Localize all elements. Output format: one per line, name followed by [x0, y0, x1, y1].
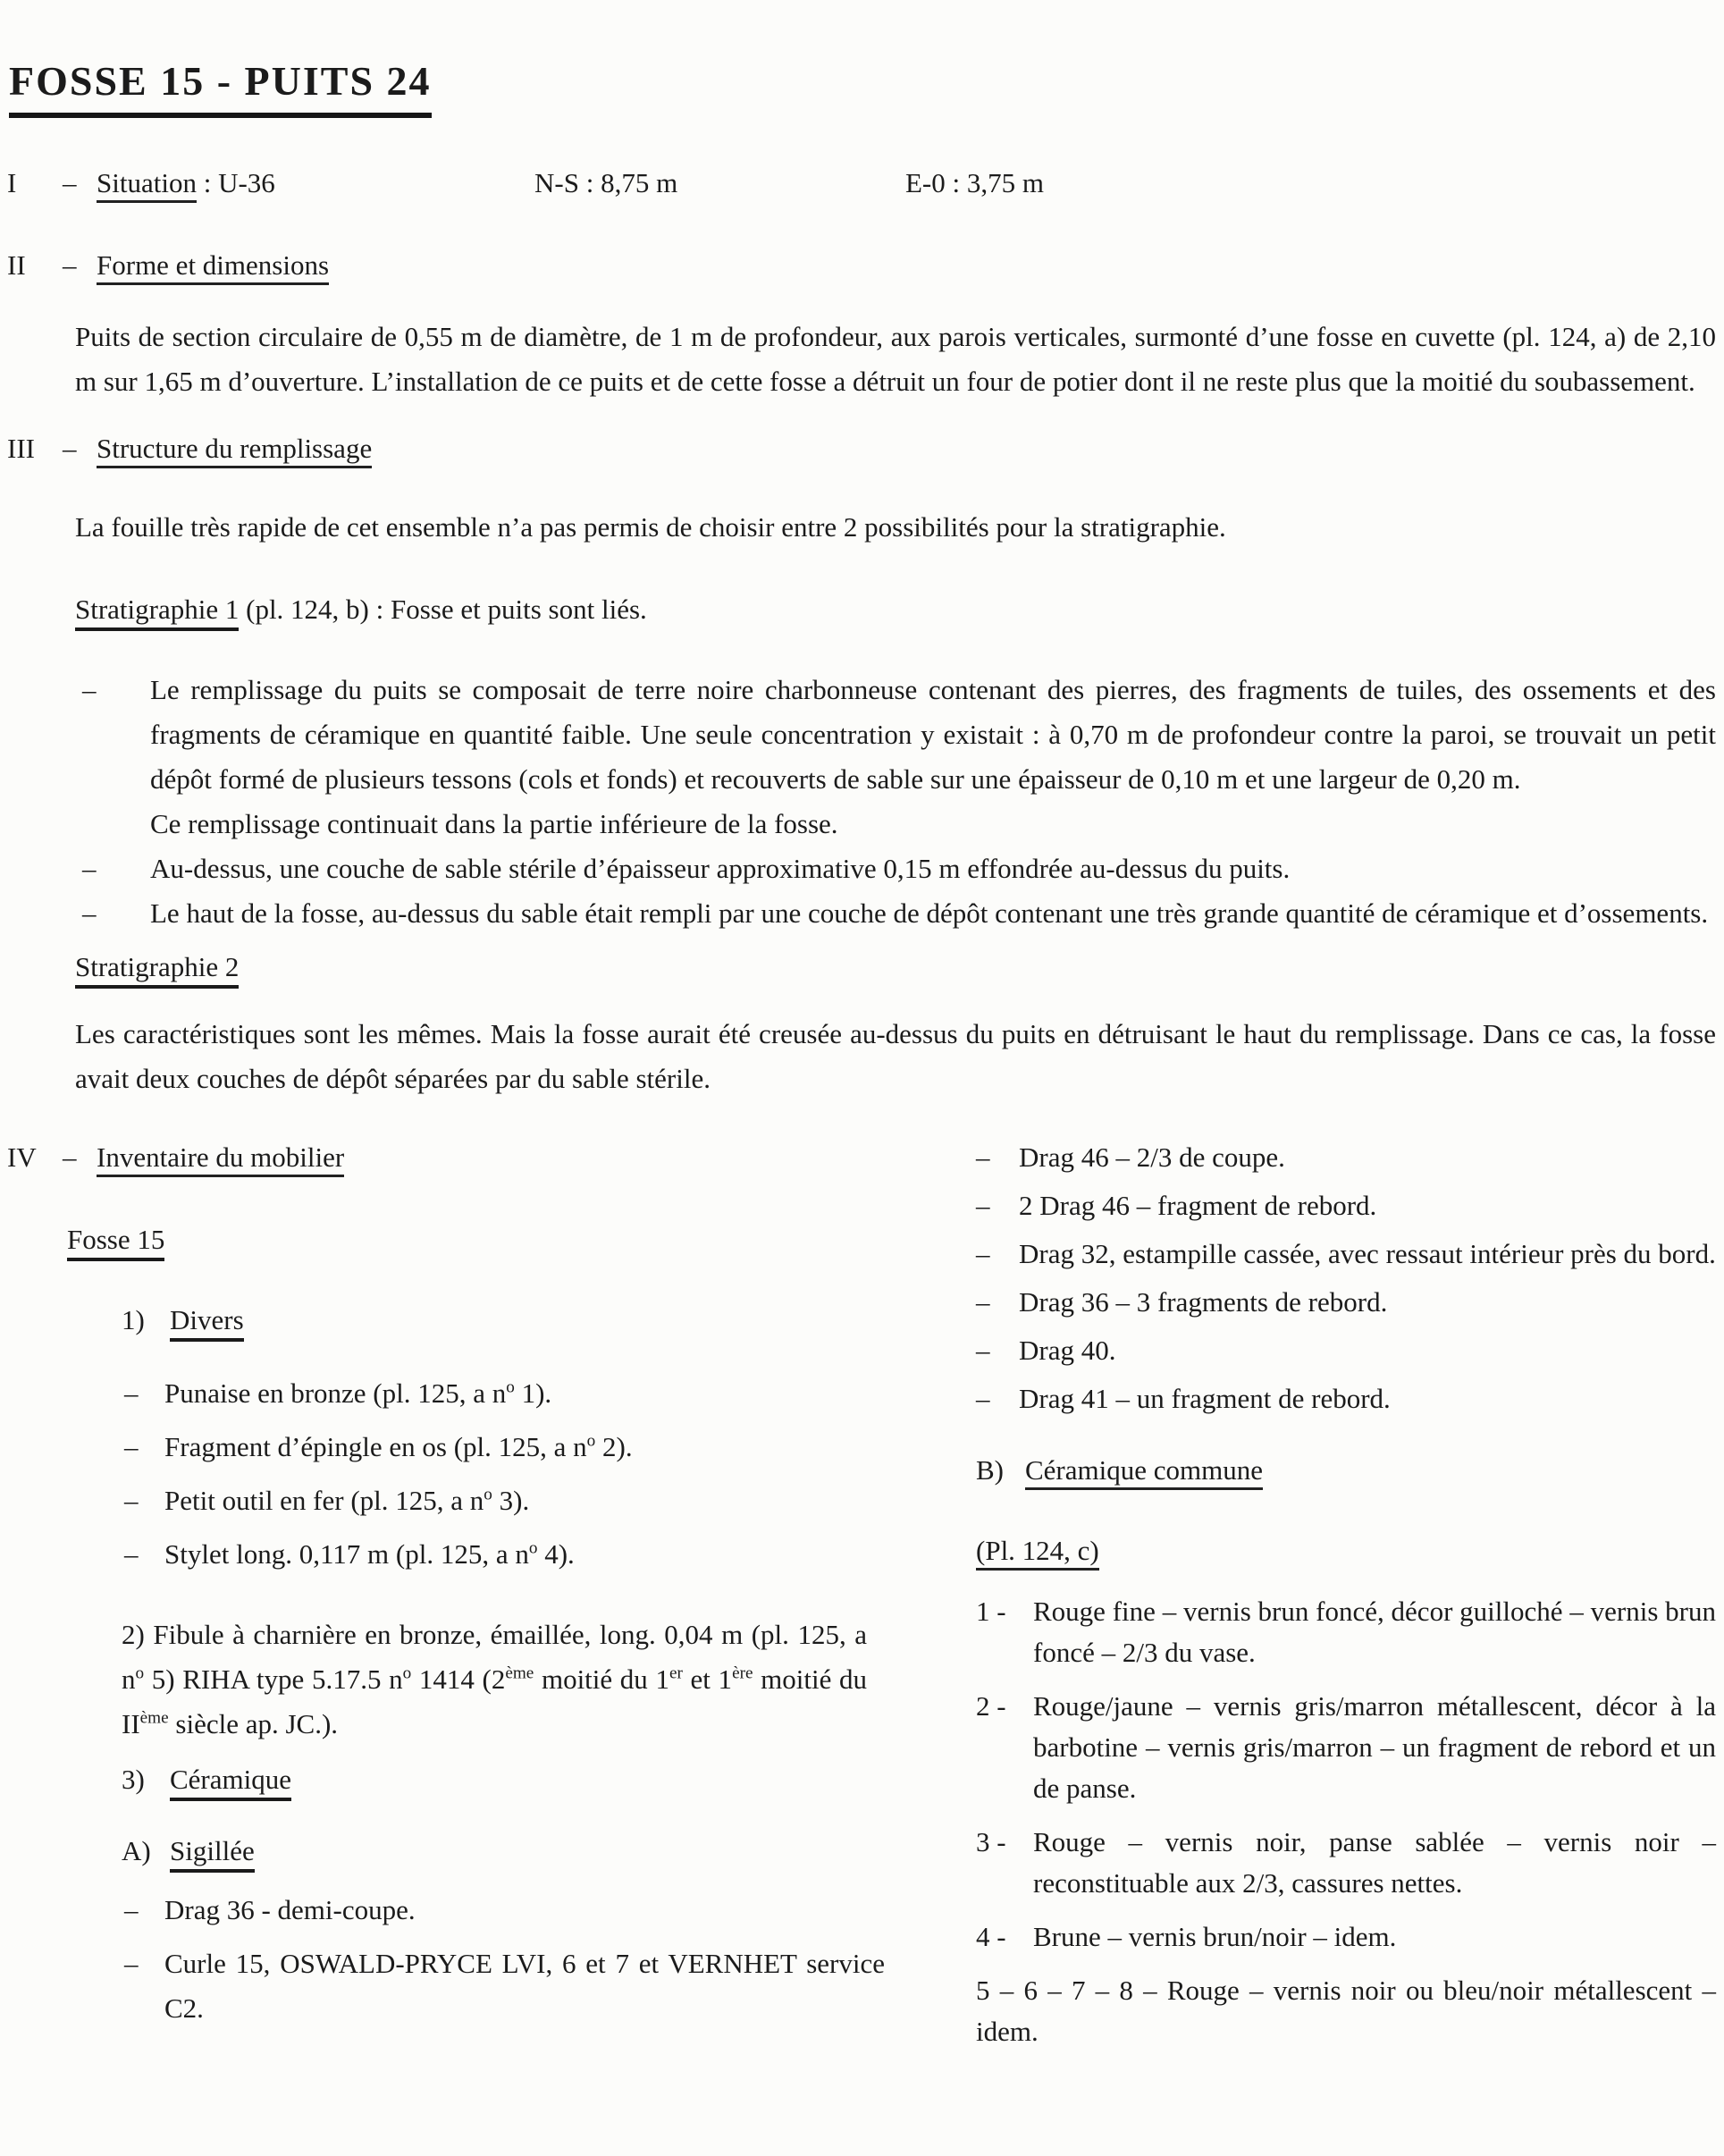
bullet-dash: – [976, 1141, 990, 1173]
inventory-left-column [0, 1135, 965, 2040]
stratigraphie-1-bullets [0, 668, 1724, 936]
section-heading-structure [97, 426, 372, 471]
bullet-dash: – [976, 1334, 990, 1366]
stratigraphie-2-heading [75, 945, 1724, 990]
section-numeral-2: II [7, 248, 26, 281]
item-number: 1 - [976, 1595, 1006, 1627]
situation-label: Situation [97, 167, 197, 203]
bullet-dash: – [976, 1285, 990, 1318]
item-number: 2 - [976, 1689, 1006, 1722]
list-item [124, 1532, 885, 1577]
section-forme [0, 243, 1724, 288]
section-numeral-4: IV [7, 1141, 37, 1173]
page-title-text: FOSSE 15 - PUITS 24 [9, 59, 432, 118]
stratigraphie-2-label: Stratigraphie 2 [75, 951, 239, 989]
sigillee-right-item-3: Drag 32, estampille cassée, avec ressaut intérieur près du bord. [1019, 1237, 1716, 1269]
commune-label: Céramique commune [1025, 1454, 1263, 1490]
structure-intro: La fouille très rapide de cet ensemble n’a pas permis de choisir entre 2 possibilités pour la stratigraphie. [75, 510, 1226, 543]
list-item [124, 1941, 885, 2031]
inventory-columns [0, 1135, 1724, 2052]
list-item [976, 1822, 1716, 1904]
commune-item-5-8: 5 – 6 – 7 – 8 – Rouge – vernis noir ou bleu/noir métallescent – idem. [976, 1974, 1716, 2047]
section-heading-inventaire [97, 1135, 344, 1180]
sigillee-label: Sigillée [170, 1835, 255, 1873]
divers-item-1: Punaise en bronze (pl. 125, a $n^o$ 1). [164, 1377, 552, 1409]
divers-list [0, 1371, 965, 1577]
sigillee-heading [122, 1829, 965, 1874]
divers-title [170, 1298, 244, 1343]
commune-item-2: Rouge/jaune – vernis gris/marron métallescent, décor à la barbotine – vernis gris/marron – un fragment de rebord et un de panse. [1033, 1689, 1716, 1804]
stratigraphie-2-paragraph: Les caractéristiques sont les mêmes. Mais la fosse aurait été creusée au-dessus du puits en détruisant le haut du remplissage. Dans ce cas, la fosse avait deux couches de dépôt séparées par du sable stérile. [75, 1017, 1716, 1094]
divers-heading [122, 1298, 965, 1343]
bullet-dash: – [124, 1430, 139, 1462]
stratigraphie-1-label: Stratigraphie 1 [75, 594, 239, 631]
ceramique-heading [122, 1757, 965, 1802]
sigillee-left-list [0, 1888, 965, 2031]
commune-letter: B) [976, 1453, 1004, 1486]
list-item [976, 1686, 1716, 1809]
sigillee-right-item-5: Drag 40. [1019, 1334, 1116, 1366]
sigillee-right-item-2: 2 Drag 46 – fragment de rebord. [1019, 1189, 1377, 1221]
sigillee-right-item-1: Drag 46 – 2/3 de coupe. [1019, 1141, 1285, 1173]
list-item [976, 1232, 1716, 1276]
commune-item-4: Brune – vernis brun/noir – idem. [1033, 1920, 1397, 1952]
page-title [9, 59, 1724, 118]
sigillee-right-item-4: Drag 36 – 3 fragments de rebord. [1019, 1285, 1388, 1318]
plate-reference-text: (Pl. 124, c) [976, 1535, 1099, 1571]
structure-label: Structure du remplissage [97, 433, 372, 468]
section-dash: – [63, 166, 77, 198]
commune-item-3: Rouge – vernis noir, panse sablée – vernis noir – reconstituable aux 2/3, cassures nettes. [1033, 1825, 1716, 1899]
list-item [976, 1183, 1716, 1228]
bullet-dash: – [124, 1484, 139, 1516]
commune-item-1: Rouge fine – vernis brun foncé, décor guilloché – vernis brun foncé – 2/3 du vase. [1033, 1595, 1716, 1668]
section-dash: – [63, 248, 77, 281]
divers-item-4: Stylet long. 0,117 m (pl. 125, a $n^o$ 4). [164, 1537, 575, 1570]
list-item [976, 1377, 1716, 1421]
list-item [82, 668, 1716, 846]
divers-label: Divers [170, 1304, 244, 1342]
list-item [82, 846, 1716, 891]
sigillee-title [170, 1829, 255, 1874]
fibule-paragraph: 2) Fibule à charnière en bronze, émaillée, long. 0,04 m (pl. 125, a $n^o$ 5) RIHA type 5.17.5 $n^o$ 1414 (2ème moitié du 1er et 1ère moitié du IIème siècle ap. JC.). [122, 1618, 868, 1739]
forme-paragraph: Puits de section circulaire de 0,55 m de diamètre, de 1 m de profondeur, aux parois verticales, surmonté d’une fosse en cuvette (pl. 124, a) de 2,10 m sur 1,65 m d’ouverture. L’installation de ce puits et de cette fosse a détruit un four de potier dont il ne reste plus que la moitié du soubassement. [75, 320, 1716, 397]
commune-title [1025, 1448, 1263, 1493]
section-dash: – [63, 432, 77, 464]
list-item [976, 1280, 1716, 1325]
fosse-15-heading [67, 1217, 965, 1262]
list-item [124, 1371, 885, 1416]
ceramique-commune-heading [976, 1448, 1716, 1493]
section-situation [0, 161, 1724, 206]
section-heading-situation [97, 161, 275, 206]
ceramique-title [170, 1757, 291, 1802]
sigillee-item-1: Drag 36 - demi-coupe. [164, 1893, 416, 1925]
stratigraphie-1-heading [75, 587, 1724, 632]
list-item [976, 1328, 1716, 1373]
eo-measure: E-0 : 3,75 m [905, 166, 1044, 198]
bullet-dash: – [976, 1382, 990, 1414]
sigillee-letter: A) [122, 1834, 151, 1866]
bullet-2-text: Au-dessus, une couche de sable stérile d’épaisseur approximative 0,15 m effondrée au-dessus du puits. [150, 852, 1291, 884]
section-inventaire [0, 1135, 965, 1180]
bullet-text [150, 668, 1716, 846]
ceramique-label: Céramique [170, 1764, 291, 1801]
fosse-15-label: Fosse 15 [67, 1224, 164, 1261]
inventaire-label: Inventaire du mobilier [97, 1141, 344, 1177]
section-dash: – [63, 1141, 77, 1173]
bullet-dash: – [124, 1893, 139, 1925]
stratigraphie-1-rest: (pl. 124, b) : Fosse et puits sont liés. [239, 593, 647, 625]
sigillee-item-2: Curle 15, OSWALD-PRYCE LVI, 6 et 7 et VERNHET service C2. [164, 1947, 885, 2024]
section-numeral-3: III [7, 432, 35, 464]
situation-value: : U-36 [196, 166, 275, 198]
bullet-dash: – [82, 897, 97, 929]
forme-label: Forme et dimensions [97, 249, 329, 285]
divers-item-3: Petit outil en fer (pl. 125, a $n^o$ 3). [164, 1484, 530, 1516]
plate-reference [976, 1529, 1716, 1573]
item-number: 3 - [976, 1825, 1006, 1857]
bullet-dash: – [82, 852, 97, 884]
item-number: 4 - [976, 1920, 1006, 1952]
bullet-dash: – [976, 1189, 990, 1221]
list-item [124, 1478, 885, 1523]
commune-list [976, 1591, 1716, 2052]
list-item [124, 1888, 885, 1933]
ceramique-number: 3) [122, 1763, 145, 1795]
inventory-right-column [965, 1135, 1724, 2052]
sigillee-right-item-6: Drag 41 – un fragment de rebord. [1019, 1382, 1391, 1414]
section-structure [0, 426, 1724, 471]
ns-measure: N-S : 8,75 m [534, 166, 678, 198]
bullet-dash: – [124, 1377, 139, 1409]
divers-item-2: Fragment d’épingle en os (pl. 125, a $n^o$ 2). [164, 1430, 633, 1462]
section-numeral-1: I [7, 166, 17, 198]
list-item [976, 1135, 1716, 1180]
bullet-1-text: Le remplissage du puits se composait de terre noire charbonneuse contenant des pierres, des fragments de tuiles, des ossements et des fragments de céramique en quantité faible. Une seule concentration y existait : à 0,70 m de profondeur contre la paroi, se trouvait un petit dépôt formé de plusieurs tessons (cols et fonds) et recouverts de sable sur une épaisseur de 0,10 m et une largeur de 0,20 m. [150, 673, 1716, 795]
bullet-dash: – [124, 1947, 139, 1979]
bullet-1-note: Ce remplissage continuait dans la partie inférieure de la fosse. [150, 807, 838, 839]
bullet-dash: – [124, 1537, 139, 1570]
section-heading-forme [97, 243, 329, 288]
list-item [124, 1425, 885, 1470]
bullet-dash: – [82, 673, 97, 705]
divers-number: 1) [122, 1303, 145, 1335]
list-item [976, 1916, 1716, 1958]
list-item [82, 891, 1716, 936]
bullet-dash: – [976, 1237, 990, 1269]
bullet-3-text: Le haut de la fosse, au-dessus du sable était rempli par une couche de dépôt contenant une très grande quantité de céramique et d’ossements. [150, 897, 1709, 929]
list-item [976, 1591, 1716, 1673]
